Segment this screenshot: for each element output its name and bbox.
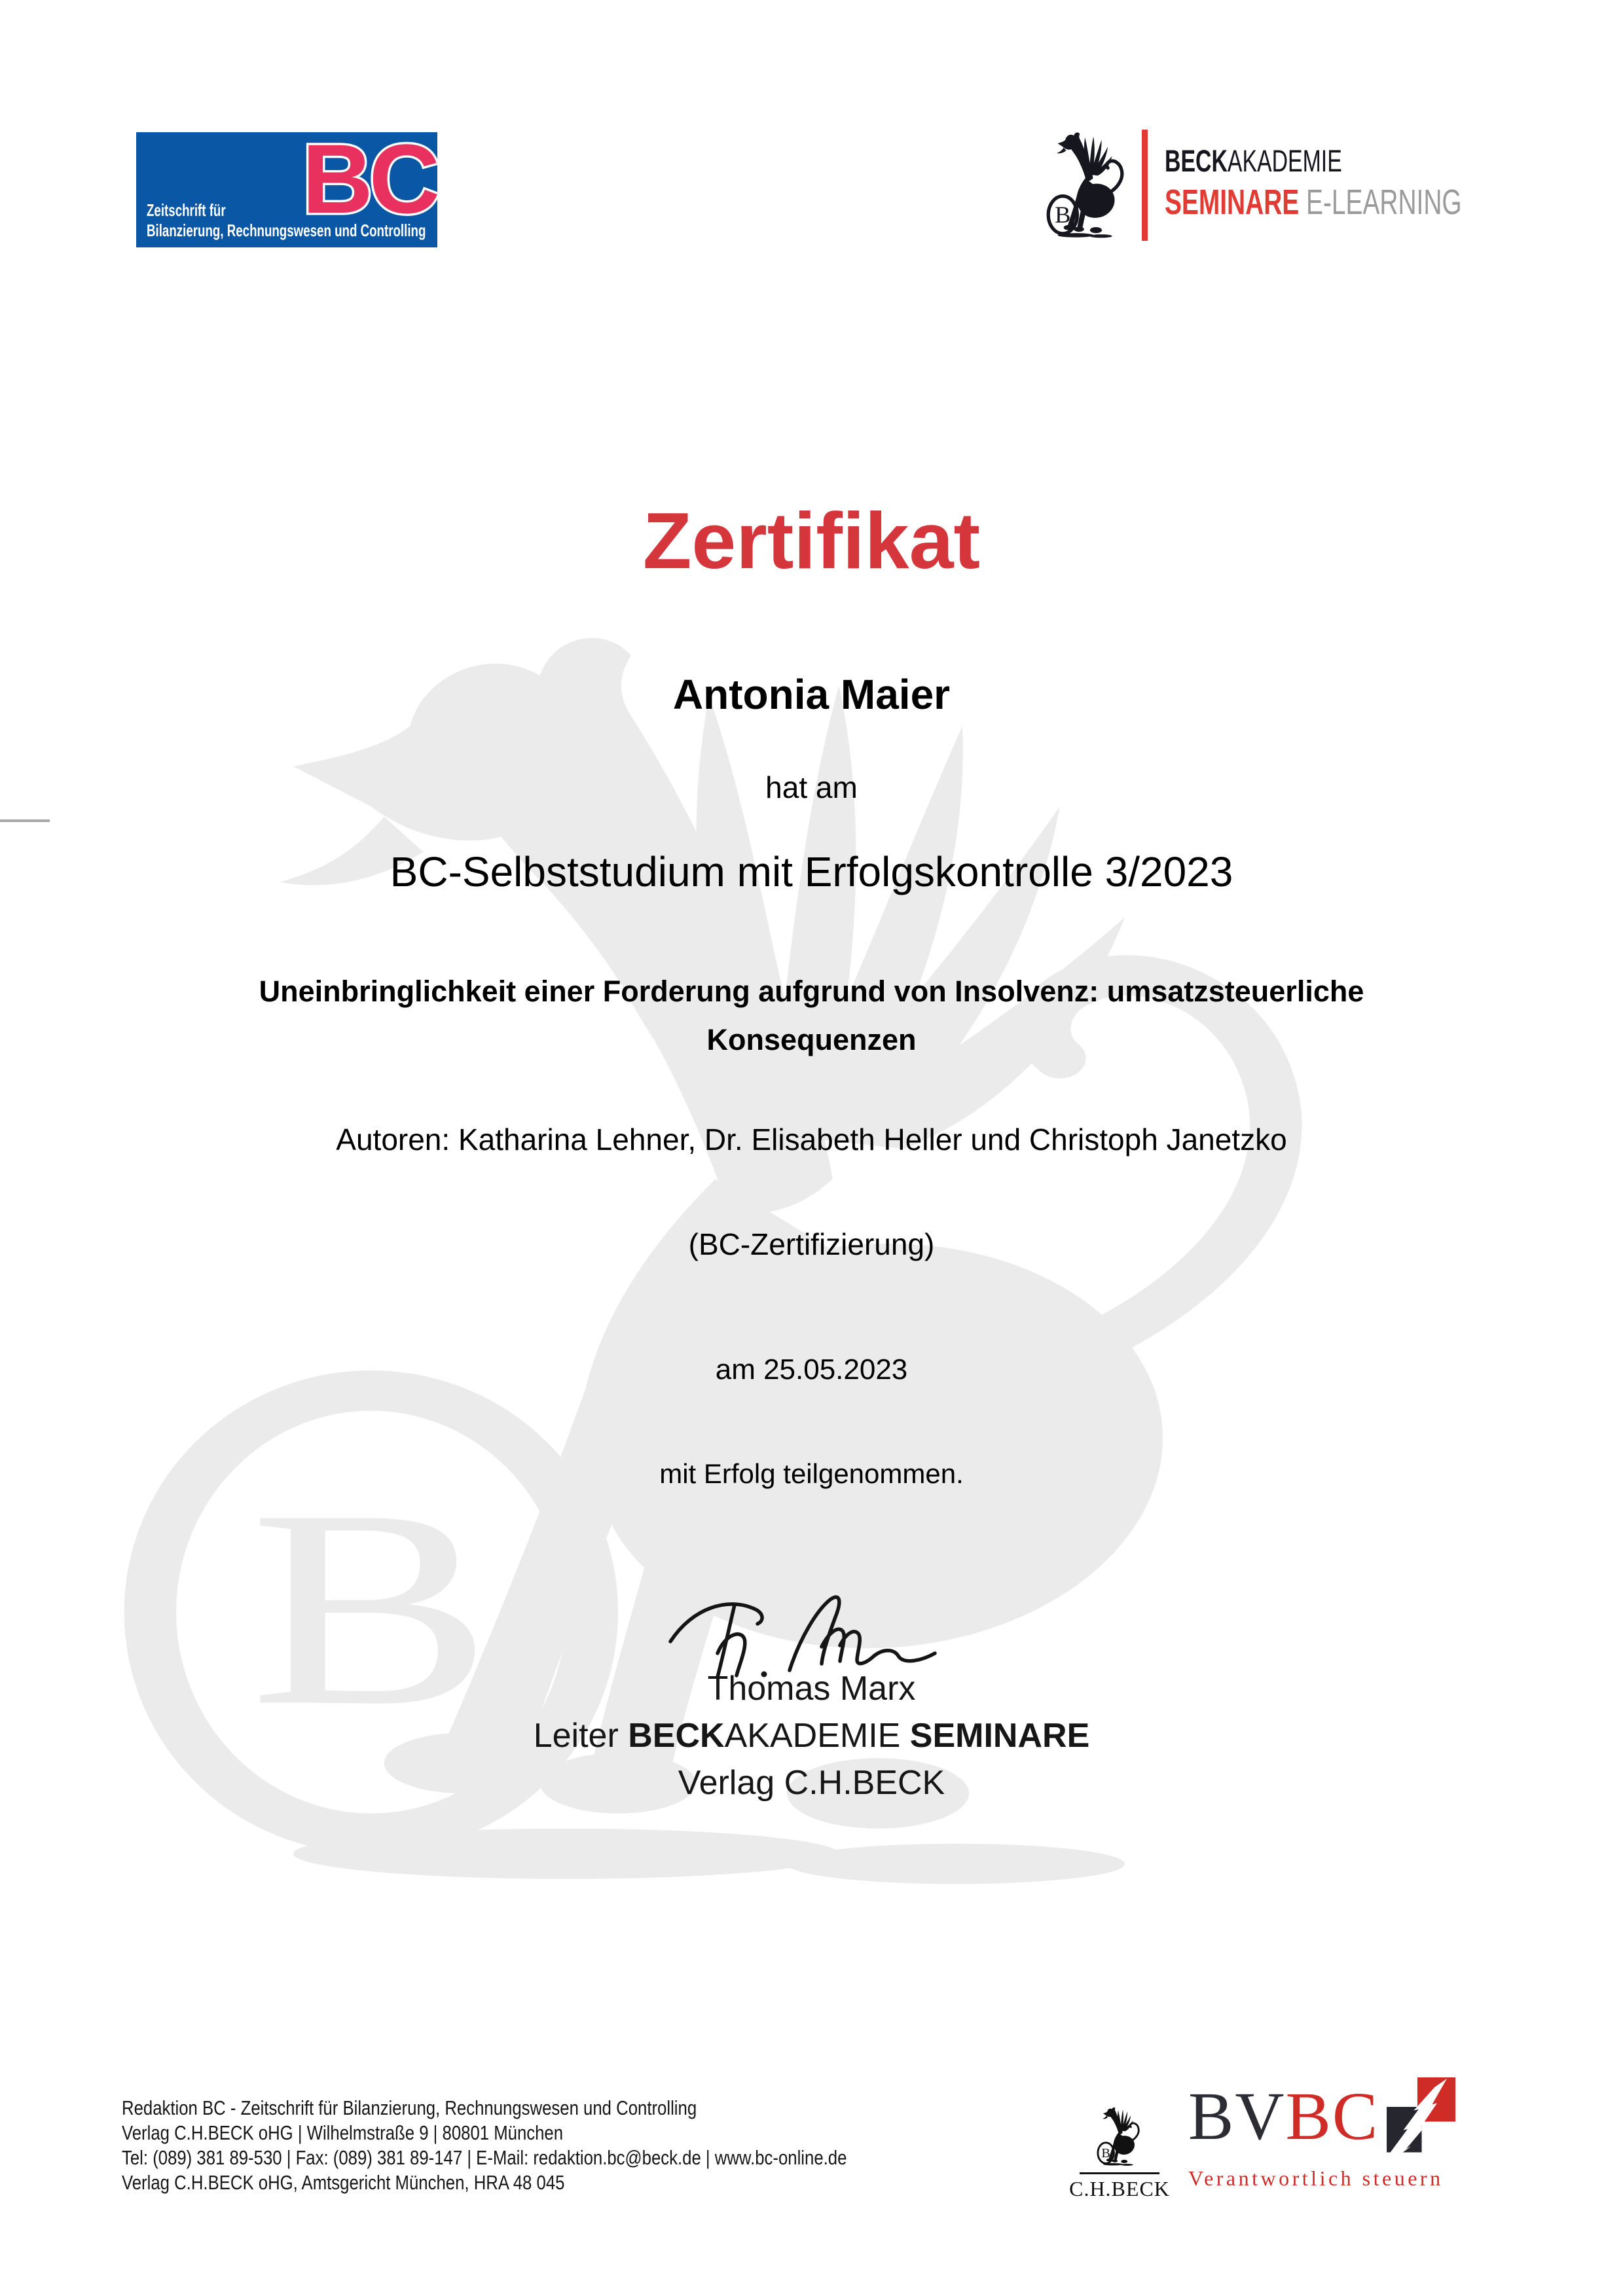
authors-line: Autoren: Katharina Lehner, Dr. Elisabeth Heller und Christoph Janetzko xyxy=(336,1122,1287,1157)
bc-logo-tagline xyxy=(147,200,426,241)
akademie-word: AKADEMIE xyxy=(1227,143,1342,178)
bc-logo-letters: BC xyxy=(302,124,436,234)
date-line: am 25.05.2023 xyxy=(715,1354,908,1386)
bvbc-row xyxy=(1188,2079,1457,2157)
seminare-elearning-line xyxy=(1165,183,1462,222)
recipient-name: Antonia Maier xyxy=(672,671,951,718)
footer-line3: Tel: (089) 381 89-530 | Fax: (089) 381 89-147 | E-Mail: redaktion.bc@beck.de | www.bc-online.de xyxy=(122,2146,847,2169)
chbeck-logo xyxy=(1064,2106,1175,2201)
chbeck-label: C.H.BECK xyxy=(1069,2177,1170,2200)
footer-line4: Verlag C.H.BECK oHG, Amtsgericht München, HRA 48 045 xyxy=(122,2171,565,2194)
bc-tagline-line2: Bilanzierung, Rechnungswesen und Controlling xyxy=(147,221,426,240)
bvbc-tagline: Verantwortlich steuern xyxy=(1188,2166,1444,2190)
seminare-word: SEMINARE xyxy=(1165,182,1300,222)
footer-line1: Redaktion BC - Zeitschrift für Bilanzierung, Rechnungswesen und Controlling xyxy=(122,2096,697,2119)
bvbc-wordmark xyxy=(1188,2079,1379,2154)
role-beck: BECK xyxy=(628,1717,725,1755)
fold-mark xyxy=(0,819,50,822)
footer-address-block xyxy=(122,2096,847,2195)
course-title: BC-Selbststudium mit Erfolgskontrolle 3/2023 xyxy=(390,848,1233,895)
red-divider xyxy=(1142,130,1148,241)
role-akademie: AKADEMIE xyxy=(724,1717,910,1755)
signer-role xyxy=(0,1716,1623,1755)
page-title: Zertifikat xyxy=(642,496,981,585)
participation-line: mit Erfolg teilgenommen. xyxy=(659,1458,964,1489)
bvbc-mark-icon xyxy=(1387,2077,1457,2157)
signer-name: Thomas Marx xyxy=(707,1670,916,1708)
bc-tagline-line1: Zeitschrift für xyxy=(147,200,226,220)
topic-line2: Konsequenzen xyxy=(706,1023,917,1056)
elearning-word: E-LEARNING xyxy=(1299,182,1462,222)
footer-line2: Verlag C.H.BECK oHG | Wilhelmstraße 9 | 80801 München xyxy=(122,2121,564,2144)
bvbc-bv: BV xyxy=(1188,2079,1286,2154)
chbeck-rule xyxy=(1080,2172,1159,2174)
bvbc-logo xyxy=(1188,2079,1457,2191)
griffin-icon xyxy=(1045,130,1130,242)
topic-line1: Uneinbringlichkeit einer Forderung aufgrund von Insolvenz: umsatzsteuerliche xyxy=(259,975,1364,1008)
beck-word: BECK xyxy=(1165,143,1228,178)
signer-org: Verlag C.H.BECK xyxy=(678,1764,945,1802)
role-prefix: Leiter xyxy=(533,1717,629,1755)
chbeck-griffin-icon xyxy=(1096,2106,1143,2168)
bc-magazine-logo xyxy=(136,124,437,247)
bvbc-bc: BC xyxy=(1285,2079,1379,2154)
certification-line: (BC-Zertifizierung) xyxy=(688,1227,935,1261)
beck-akademie-logo xyxy=(1045,130,1577,242)
beck-akademie-wordmark xyxy=(1165,130,1577,222)
hat-am-text: hat am xyxy=(765,770,858,804)
role-seminare: SEMINARE xyxy=(909,1717,1090,1755)
beckakademie-line xyxy=(1165,144,1462,178)
topic-title xyxy=(0,967,1623,1064)
